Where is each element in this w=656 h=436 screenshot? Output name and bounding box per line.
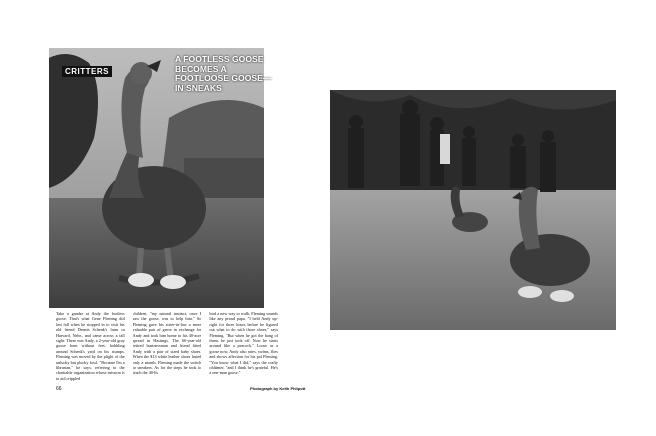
photo-credit: Photograph by Keith Philpott bbox=[250, 386, 306, 391]
body-column-2: children, "my natural instinct, once I saw the goose, was to help him." So Fleming gave his sister-in-law a more valuable pair of geese in exchange for Andy and took him home to his 40-acre spread in Hastings. The 66-year-old retired businessman and friend fitted Andy with a pair of sized baby shoes. When the $13 white leather shoes lasted only a month, Fleming made the switch to sneakers. As for the steps he took to teach the 40-lb. bbox=[132, 311, 202, 376]
right-page bbox=[328, 0, 656, 436]
page-number: 66 bbox=[56, 386, 62, 392]
geese-with-onlookers-image bbox=[330, 90, 616, 330]
article-headline: A FOOTLESS GOOSE BECOMES A FOOTLOOSE GOOSE—IN SNEAKS bbox=[175, 54, 272, 93]
body-column-1: Take a gander at Andy the footless goose. That's what Gene Fleming did last fall when he stopped in to visit his old friend Dennis Schenk's farm in Harvard, Nebr., and came across a tall sight. There was Andy, a 2-year-old gray goose born without feet, hobbling around Schenk's yard on his stumps. Fleming was moved by the plight of the unlucky but plucky fowl. "Because I'm a librarian," he says, referring to the charitable organization whose mission is to aid crippled bbox=[56, 311, 125, 381]
article-body bbox=[56, 311, 278, 381]
body-column-3: bird a new way to walk, Fleming sounds like any proud papa. "I held Andy up-right for three hours before he figured out what to do with those shoes," says Fleming. "But when he got the hang of them, he just took off. Now he struts around like a peacock." Loose as a goose now, Andy also rates, swims, flies and shows affection for his pal Fleming. "You know what I did," says the crafty oldtimer, "and I think he's grateful. He's a one-man goose." bbox=[209, 311, 279, 376]
section-kicker: CRITTERS bbox=[62, 66, 112, 77]
geese-crowd-photo bbox=[330, 90, 616, 330]
